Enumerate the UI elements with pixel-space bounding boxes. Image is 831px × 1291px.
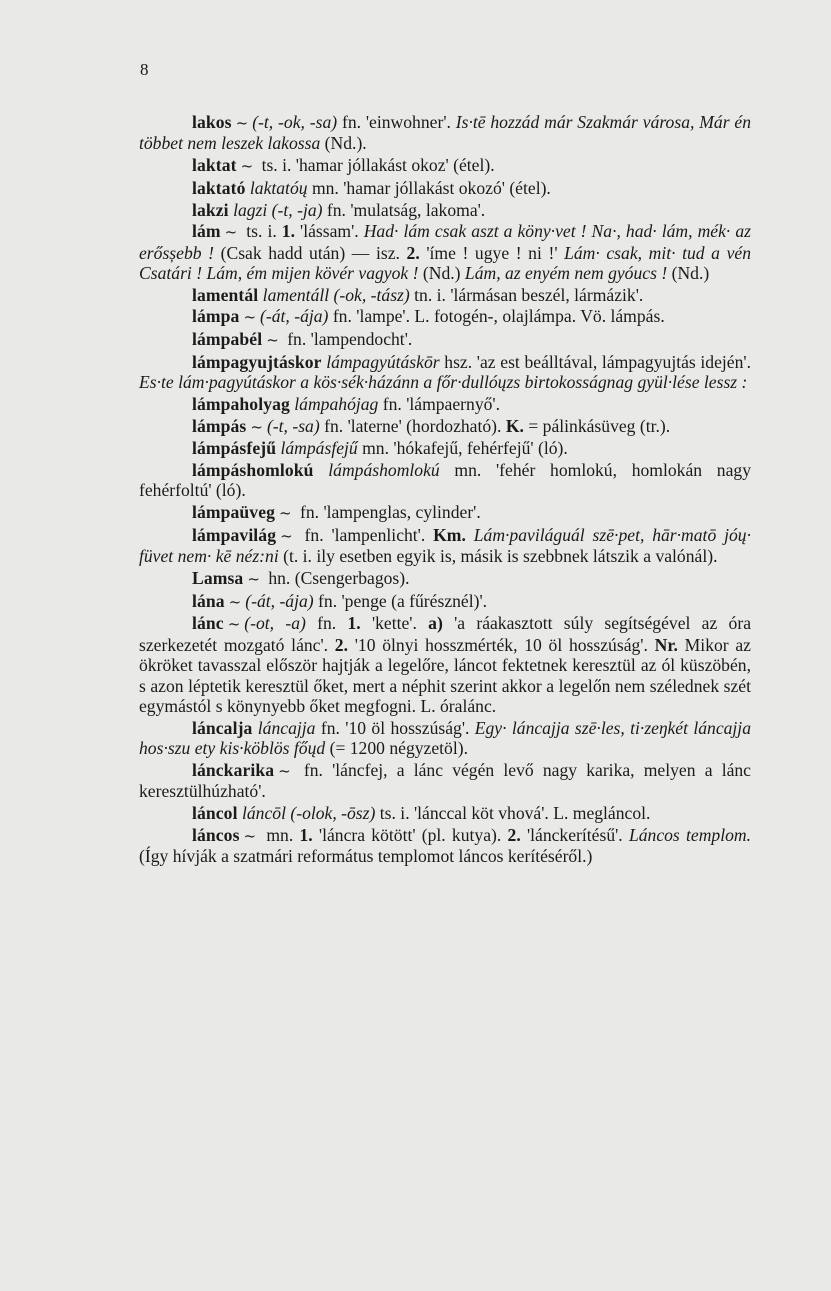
entry-italic-text: (-át, -ája) — [245, 590, 314, 611]
entry-sense-number: 1. — [299, 824, 313, 845]
tilde-mark: ~ — [266, 331, 279, 350]
entry-italic-text: lámpagyútáskōr — [321, 351, 440, 372]
entry-headword: lána — [192, 590, 225, 611]
entry-text: fn. 'lampe'. L. fotogén-, olajlámpa. Vö. lámpás. — [328, 306, 665, 327]
entry-italic-text: laktatóų — [245, 177, 308, 198]
entry-sense-number: a) — [428, 613, 443, 634]
entry-sense-number: Nr. — [654, 634, 678, 655]
entry-italic-text: Láncos templom. — [628, 824, 751, 845]
entry-text: fn. 'láncfej, a lánc végén levő nagy karika, melyen a lánc keresztülhúzható'. — [139, 759, 751, 802]
entry-sense-number: K. — [505, 415, 524, 436]
tilde-mark: ~ — [247, 569, 260, 588]
entry-headword: lámpabél — [192, 329, 263, 350]
entry-text: (Nd.). — [320, 133, 367, 154]
dictionary-entry — [139, 178, 751, 198]
entry-headword: laktató — [192, 177, 246, 198]
entry-text: fn. 'lámpaernyő'. — [378, 393, 500, 414]
entry-headword: lakzi — [192, 199, 229, 220]
entry-headword: lámpavilág — [192, 524, 277, 545]
dictionary-entry — [139, 352, 751, 393]
tilde-mark: ~ — [227, 615, 241, 634]
entry-italic-text: Lám·paviláguál szē·pet, hār·matō jóų· füvet nem· kē néz:ni — [139, 524, 751, 567]
entry-headword: lámpásfejű — [192, 438, 277, 459]
entry-text: fn. '10 öl hosszúság'. — [315, 717, 475, 738]
entry-headword: laktat — [192, 155, 237, 176]
tilde-mark: ~ — [279, 504, 292, 523]
entry-text: mn. 'hamar jóllakást okozó' (étel). — [307, 177, 551, 198]
entry-text: mn. 'fehér homlokú, homlokán nagy fehérfoltú' (ló). — [139, 460, 751, 501]
entry-headword: láncos — [192, 824, 240, 845]
dictionary-entry — [139, 112, 751, 154]
dictionary-entry — [139, 502, 751, 523]
tilde-mark: ~ — [240, 157, 254, 176]
entry-italic-text: Es·te lám·pagyútáskor a kös·sék·házánn a főr·dullóųzs birtokosságnag gyül·lése lessz : — [139, 372, 748, 393]
entry-headword: láncol — [192, 802, 238, 823]
page-number: 8 — [140, 60, 149, 79]
entry-italic-text: (-ot, -a) — [244, 613, 306, 634]
entry-text: fn. — [305, 613, 348, 634]
entry-headword: lámpaüveg — [192, 502, 276, 523]
tilde-mark: ~ — [243, 308, 257, 327]
tilde-mark: ~ — [228, 592, 242, 611]
entry-sense-number: Km. — [433, 524, 466, 545]
entry-text: 'lánckerítésű'. — [520, 824, 629, 845]
entry-text: '10 ölnyi hosszmérték, 10 öl hosszúság'. — [348, 634, 655, 655]
entry-text: ts. i. 'lánccal köt vhová'. L. megláncol. — [375, 802, 651, 823]
entry-headword: Lamsa — [192, 567, 244, 588]
dictionary-entry — [139, 591, 751, 612]
entry-italic-text: Had· lám csak aszt a köny·vet ! Na·, had· lám, mék· az erősșebb ! — [139, 221, 751, 263]
entry-italic-text: lámpahójag — [289, 393, 379, 414]
entry-text: 'láncra kötött' (pl. kutya). — [312, 824, 508, 845]
entry-text: hn. (Csengerbagos). — [263, 567, 410, 588]
entry-headword: lámpáshomlokú — [192, 460, 314, 481]
dictionary-entry — [139, 285, 751, 305]
entry-italic-text: Is·tē hozzád már Szakmár városa, Már én többet nem leszek lakossa — [139, 112, 751, 154]
entry-text: 'íme ! ugye ! ni !' — [419, 242, 565, 263]
entry-italic-text: (-t, -sa) — [266, 415, 320, 436]
entry-headword: lánckarika — [192, 759, 275, 780]
entry-sense-number: 2. — [406, 242, 420, 263]
entry-text: fn. 'lampenglas, cylinder'. — [295, 502, 481, 523]
entry-text: = pálinkásüveg (tr.). — [523, 415, 671, 436]
entry-text: hsz. 'az est beálltával, lámpagyujtás idején'. — [439, 351, 751, 372]
entry-italic-text: láncajja — [252, 717, 316, 738]
entry-italic-text: Lám, az enyém nem gyóucs ! — [464, 263, 668, 284]
entry-headword: lámpaholyag — [192, 393, 290, 414]
entry-headword: lámpás — [192, 415, 247, 436]
dictionary-entry — [139, 416, 751, 437]
entry-italic-text: Lám· csak, mit· tud a vén Csatári ! Lám, ém mijen kövér vagyok ! — [139, 242, 751, 284]
dictionary-entry — [139, 613, 751, 716]
tilde-mark: ~ — [280, 526, 293, 545]
entry-italic-text: lamentáll (-ok, -tász) — [258, 284, 410, 305]
entry-text: fn. 'lampendocht'. — [282, 329, 413, 350]
dictionary-entry — [139, 825, 751, 867]
dictionary-entry — [139, 394, 751, 414]
dictionary-column — [139, 112, 751, 868]
entry-text: fn. 'mulatság, lakoma'. — [322, 199, 486, 220]
entry-sense-number: 2. — [334, 634, 348, 655]
entry-text — [466, 525, 474, 545]
entry-text: fn. 'lampenlicht'. — [296, 524, 434, 545]
entry-text: (Csak hadd után) — isz. — [214, 242, 407, 263]
entry-text: 'kette'. — [360, 613, 429, 634]
tilde-mark: ~ — [278, 761, 291, 780]
entry-text: fn. 'penge (a fűrésznél)'. — [313, 590, 488, 611]
tilde-mark: ~ — [243, 826, 257, 845]
entry-text: ts. i. — [241, 221, 282, 242]
entry-headword: lamentál — [192, 284, 259, 305]
entry-italic-text: (-át, -ája) — [260, 306, 329, 327]
entry-text: 'a ráakasztott súly segítségével az óra szerkezetét mozgató lánc'. — [139, 613, 752, 655]
entry-text: fn. 'laterne' (hordozható). — [319, 415, 506, 436]
entry-text: (= 1200 négyzetöl). — [325, 738, 468, 759]
tilde-mark: ~ — [224, 223, 238, 242]
entry-text: mn. 'hókafejű, fehérfejű' (ló). — [357, 438, 568, 459]
dictionary-entry — [139, 221, 751, 283]
dictionary-entry — [139, 718, 751, 759]
entry-italic-text: láncōl (-olok, -ōsz) — [237, 802, 376, 823]
dictionary-entry — [139, 155, 751, 176]
dictionary-entry — [139, 460, 751, 501]
dictionary-entry — [139, 803, 751, 823]
dictionary-entry — [139, 306, 751, 327]
dictionary-entry — [139, 438, 751, 458]
entry-text: (Nd.) — [667, 263, 710, 284]
entry-italic-text: lagzi (-t, -ja) — [228, 199, 323, 220]
dictionary-entry — [139, 760, 751, 802]
dictionary-entry — [139, 568, 751, 589]
entry-text: (Így hívják a szatmári református templomot láncos kerítéséről.) — [139, 846, 593, 867]
entry-headword: lánc — [192, 613, 224, 634]
entry-sense-number: 2. — [507, 824, 521, 845]
entry-headword: láncalja — [192, 717, 253, 738]
entry-text: ts. i. 'hamar jóllakást okoz' (étel). — [257, 155, 495, 176]
tilde-mark: ~ — [235, 114, 249, 132]
entry-text: (Nd.) — [418, 263, 465, 284]
dictionary-entry — [139, 329, 751, 350]
entry-headword: lakos — [192, 112, 232, 132]
entry-text: 'lássam'. — [295, 221, 364, 242]
entry-italic-text: Egy· láncajja szē·les, ti·zeŋkét láncajja hos·szu ety kis·köblös főųd — [139, 717, 751, 759]
entry-italic-text: lámpásfejű — [276, 438, 358, 459]
entry-text: mn. — [260, 824, 300, 845]
entry-sense-number: 1. — [281, 221, 295, 242]
dictionary-entry — [139, 200, 751, 220]
entry-text: (t. i. ily esetben egyik is, másik is szebbnek látszik a valónál). — [278, 546, 718, 567]
entry-headword: lámpagyujtáskor — [192, 351, 322, 372]
entry-text: Mikor az ökröket tavasszal először hajtják a legelőre, láncot fektetnek keresztül az ól küszöbén, s azon léptetik keresztül őket, mert a néphit szerint akkor a legelőn nem szélednek szét egymástól s könynyebb őket megfogni. L. óralánc. — [139, 634, 751, 717]
entry-text: fn. 'einwohner'. — [337, 112, 456, 132]
entry-italic-text: (-t, -ok, -sa) — [252, 112, 338, 132]
entry-headword: lám — [192, 221, 221, 242]
entry-headword: lámpa — [192, 306, 240, 327]
entry-text: tn. i. 'lármásan beszél, lármázik'. — [409, 284, 644, 305]
entry-sense-number: 1. — [347, 613, 361, 634]
dictionary-entry — [139, 525, 751, 567]
tilde-mark: ~ — [250, 417, 263, 436]
entry-italic-text: lámpáshomlokú — [313, 460, 440, 481]
